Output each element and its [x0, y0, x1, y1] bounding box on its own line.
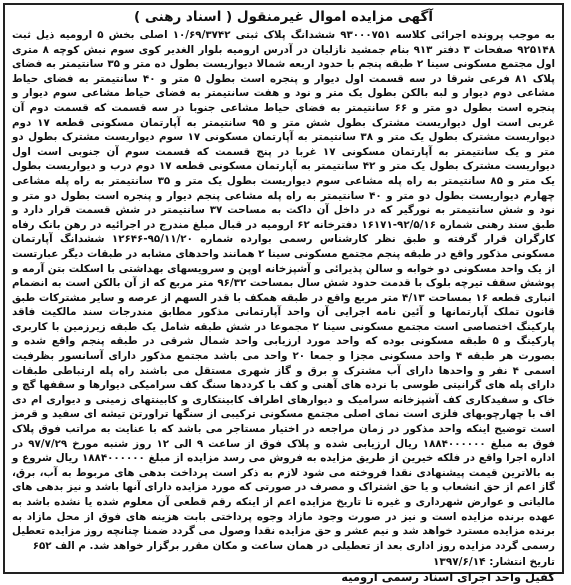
notice-body: به موجب پرونده اجرائی کلاسه ۹۳۰۰۰۷۵۱ ششدانگ پلاک ثبتی ۱۰/۶۹/۳۷۴۲ اصلی بخش ۵ ارومیه ذیل ثبت ۹۲۵۱۴۸ صفحات ۳ دفتر ۹۱۳ بنام جمشید نازلیان در آدرس ارومیه بلوار الغدیر کوی سوم نبش کوچه ۸ متری اول مجتمع مسکونی سینا ۲ طبقه پنجم با حدود اربعه شمالا دیواریست بطول ده متر و ۳۵ سانتیمتر به فضای پلاک ۸۱ فرعی شرقا در سه قسمت اول دیوار و پنجره است بطول ۵ متر و ۴۰ سانتیمتر به فضای حیاط مشاعی دوم دیوار و لبه بالکن بطول یک متر و نود و هفت سانتیمتر به فضای حیاط مشاعی سوم دیوار و پنجره است بطول دو متر و ۶۶ سانتیمتر به فضای حیاط مشاعی جنوبا در سه قسمت که قسمت دوم آن غربی است اول دیواریست مشترک بطول شش متر و ۹۵ سانتیمتر به آپارتمان مسکونی قطعه ۱۷ دوم دیواریست مشترک بطول یک متر و ۳۸ سانتیمتر به آپارتمان مسکونی ۱۷ سوم دیواریست مشترک بطول دو متر و یک سانتیمتر به آپارتمان مسکونی ۱۷ غربا در پنج قسمت که قسمت سوم آن جنوبی است اول دیواریست مشترک بطول یک متر و ۴۲ سانتیمتر به آپارتمان مسکونی قطعه ۱۷ دوم درب و دیواریست بطول یک متر و ۸۵ سانتیمتر به راه پله مشاعی سوم دیواریست بطول یک متر و ۳۵ سانتیمتر به راه پله مشاعی چهارم دیواریست بطول دو متر و ۴۰ سانتیمتر به راه پله مشاعی پنجم دیوار و پنجره است بطول دو متر و نود و شش سانتیمتر به نورگیر که در داخل آن داکت به مساحت ۳۷ سانتیمتر در شش قسمت قرار دارد و طبق سند رهنی شماره ۹۲/۵/۱۶-۱۶۱۷۱ دفترخانه ۶۲ ارومیه در قبال مبلغ مندرج در اجرائیه در رهن بانک رفاه کارگران قرار گرفته و طبق نظر کارشناس رسمی بوارده شماره ۹۵/۱۱/۲۰-۱۲۶۴۶ ششدانگ آپارتمان مسکونی مذکور واقع در طبقه پنجم مجتمع مسکونی سینا ۲ همانند واحدهای مشابه در طبقات دیگر عبارتست از یک واحد مسکونی دو خوابه و سالن پذیرائی و آشپزخانه اوپن و سرویسهای بهداشتی با اسکلت بتن آرمه و پوشش سقف تیرچه بلوک با قدمت حدود شش سال بمساحت ۹۶/۳۲ متر مربع که از آن بالکن است به انضمام انباری قطعه ۱۶ بمساحت ۴/۱۳ متر مربع واقع در طبقه همکف با قدر السهم از عرصه و سایر مشترکات طبق قانون تملک آپارتمانها و آئین نامه اجرایی آن واحد آپارتمانی مذکور مطابق مندرجات سند مالکیت فاقد پارکینگ اختصاصی است مجتمع مسکونی سینا ۲ مجموعا در شش طبقه شامل یک طبقه زیرزمین با کاربری پارکینگ و ۵ طبقه مسکونی بوده که واحد مورد ارزیابی واحد شمال شرقی در طبقه پنجم واقع شده و بصورت هر طبقه ۴ واحد مسکونی مجزا و جمعا ۲۰ واحد می باشد مجتمع مذکور دارای آسانسور بظرفیت اسمی ۴ نفر و واحدها دارای آب مشترک و برق و گاز شهری مستقل می باشند راه پله ارتباطی طبقات دارای پله های گرانیتی طوسی با نرده های آهنی و کف با کرددها سنگ کف سرامیکی دیوارها و سقفها گچ و خاک و سفیدکاری کف آشپزخانه سرامیک و دیوارهای اطراف کابینتکاری و کابینتهای زمینی و دیواری ام دی اف با چهارچوبهای فلزی است نمای اصلی مجتمع مسکونی ترکیبی از سنگها تراورتن تیشه ای سفید و قرمز است توضیح اینکه واحد مذکور در زمان مراجعه در اختیار مستاجر می باشد که با عنایت به مراتب فوق پلاک فوق به مبلغ ۱۸۸۴۰۰۰۰۰۰ ریال ارزیابی شده و پلاک فوق از ساعت ۹ الی ۱۲ روز شنبه مورخ ۹۷/۷/۲۹ در اداره اجرا واقع در فلکه خیرین از طریق مزایده به فروش می رسد مزایده از مبلغ ۱۸۸۴۰۰۰۰۰۰ ریال شروع و به بالاترین قیمت پیشنهادی نقدا فروخته می شود لازم به ذکر است پرداخت بدهی های مربوط به آب، برق، گاز اعم از حق انشعاب و یا حق اشتراک و مصرف در صورتی که مورد مزایده دارای آنها باشد و نیز بدهی های مالیاتی و عوارض شهرداری و غیره تا تاریخ مزایده اعم از اینکه رقم قطعی آن معلوم شده یا نشده باشد به عهده برنده مزایده است و نیز در صورت وجود مازاد وجوه پرداختی بابت هزینه های فوق از محل مازاد به برنده مزایده مسترد خواهد شد و نیم عشر و حق مزایده نقدا وصول می گردد ضمنا چنانچه روز مزایده تعطیل رسمی گردد مزایده روز اداری بعد از تعطیلی در همان ساعت و مکان مقرر برگزار خواهد شد. م الف ۶۵۲ [12, 29, 556, 552]
notice-title: آگهی مزایده اموال غیرمنقول ( اسناد رهنی ) [134, 9, 433, 25]
auction-notice [3, 3, 564, 584]
issuer-signature: کفیل واحد اجرای اسناد رسمی ارومیه [341, 569, 555, 584]
publish-date: تاریخ انتشار: ۱۳۹۷/۶/۱۴ [433, 556, 555, 569]
